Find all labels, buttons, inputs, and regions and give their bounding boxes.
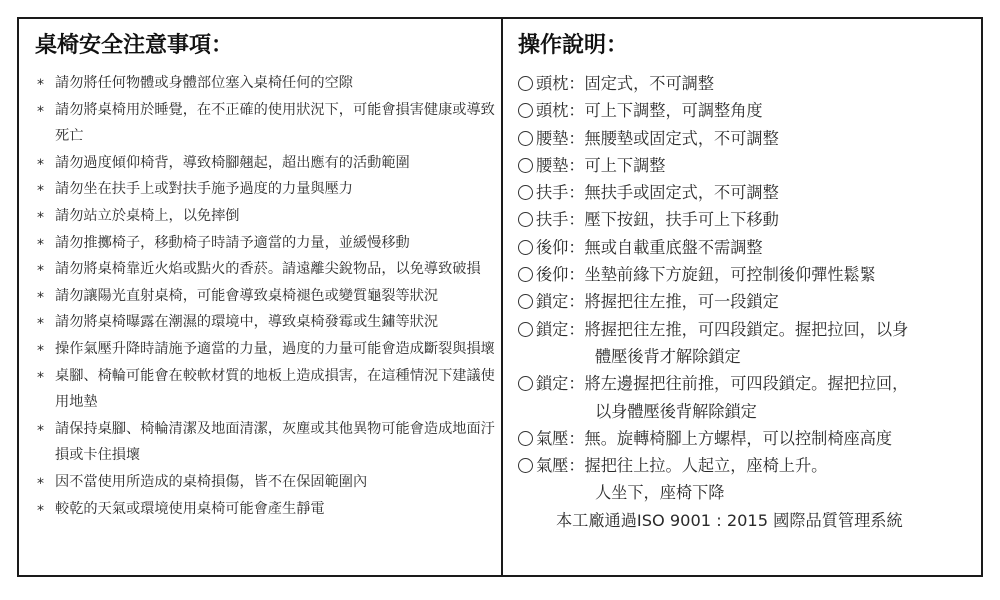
safety-note-text: 請勿過度傾仰椅背，導致椅腳翹起，超出應有的活動範圍 [55,154,410,171]
instruction-text: 後仰：坐墊前緣下方旋鈕，可控制後仰彈性鬆緊 [536,265,876,285]
safety-note-text: 請勿將桌椅靠近火焰或點火的香菸。請遠離尖銳物品，以免導致破損 [55,261,481,278]
instruction-text: 鎖定：將左邊握把往前推，可四段鎖定。握把拉回， [536,374,909,394]
instruction-item [518,288,978,315]
instruction-item [518,206,978,233]
bullet-asterisk: * [37,342,44,359]
safety-note-text: 操作氣壓升降時請施予適當的力量，過度的力量可能會造成斷裂與損壞 [55,340,495,357]
bullet-asterisk: * [37,475,44,492]
instruction-item [518,179,978,206]
circle-bullet-icon [518,212,533,227]
safety-note-item [35,336,497,363]
bullet-asterisk: * [37,209,44,226]
instruction-item [518,370,978,397]
safety-note-item [35,176,497,203]
safety-notes-list [35,70,497,522]
safety-notes-section [35,30,497,522]
bullet-asterisk: * [37,316,44,333]
bullet-asterisk: * [37,183,44,200]
circle-bullet-icon [518,294,533,309]
circle-bullet-icon [518,103,533,118]
circle-bullet-icon [518,431,533,446]
instruction-item [518,70,978,97]
instruction-continuation: 以身體壓後背解除鎖定 [595,401,757,421]
bullet-asterisk: * [37,422,44,439]
safety-note-item [35,469,497,496]
safety-note-item [35,256,497,283]
safety-note-text: 請勿讓陽光直射桌椅，可能會導致桌椅褪色或變質龜裂等狀況 [55,287,439,304]
safety-note-item [35,230,497,257]
circle-bullet-icon [518,76,533,91]
bullet-asterisk: * [37,263,44,280]
bullet-asterisk: * [37,289,44,306]
instructions-section [518,30,978,534]
safety-note-text: 請保持桌腳、椅輪清潔及地面清潔，灰塵或其他異物可能會造成地面汙損或卡住損壞 [55,420,495,464]
safety-notes-title: 桌椅安全注意事項： [35,33,234,58]
safety-note-item [35,283,497,310]
bullet-asterisk: * [37,156,44,173]
bullet-asterisk: * [37,236,44,253]
bullet-asterisk: * [37,77,44,93]
circle-bullet-icon [518,458,533,473]
safety-note-text: 請勿將桌椅曝露在潮濕的環境中，導致桌椅發霉或生鏽等狀況 [55,314,439,331]
circle-bullet-icon [518,131,533,146]
instruction-continuation: 體壓後背才解除鎖定 [595,346,741,366]
instruction-text: 氣壓：無。旋轉椅腳上方螺桿，可以控制椅座高度 [536,428,893,448]
safety-note-text: 請勿推擲椅子，移動椅子時請予適當的力量，並緩慢移動 [55,234,410,251]
circle-bullet-icon [518,185,533,200]
safety-note-item [35,150,497,177]
instruction-text: 頭枕：固定式，不可調整 [536,74,715,93]
circle-bullet-icon [518,158,533,173]
safety-note-text: 請勿將桌椅用於睡覺，在不正確的使用狀況下，可能會損害健康或導致死亡 [55,101,495,145]
instruction-text: 鎖定：將握把往左推，可四段鎖定。握把拉回，以身 [536,319,909,339]
instruction-item [518,97,978,124]
instruction-text: 扶手：壓下按鈕，扶手可上下移動 [536,210,779,230]
instruction-item [518,316,978,343]
safety-note-item [35,416,497,469]
instructions-list [518,70,978,534]
instruction-text: 鎖定：將握把往左推，可一段鎖定 [536,292,779,312]
safety-note-text: 因不當使用所造成的桌椅損傷，皆不在保固範圍內 [55,473,368,490]
column-divider [501,17,503,577]
instruction-item [518,261,978,288]
bullet-asterisk: * [37,502,44,519]
safety-note-text: 請勿將任何物體或身體部位塞入桌椅任何的空隙 [55,75,353,91]
instructions-title: 操作說明： [518,33,629,58]
iso-certification-note: 本工廠通過ISO 9001 : 2015 國際品質管理系統 [556,510,903,530]
safety-note-item [35,97,497,150]
safety-note-text: 桌腳、椅輪可能會在較軟材質的地板上造成損害，在這種情況下建議使用地墊 [55,367,495,411]
instruction-continuation: 人坐下，座椅下降 [595,483,725,503]
instruction-text: 頭枕：可上下調整，可調整角度 [536,101,763,121]
instruction-item [518,234,978,261]
bullet-asterisk: * [37,369,44,386]
safety-note-item [35,496,497,523]
instruction-text: 扶手：無扶手或固定式，不可調整 [536,183,779,203]
instruction-text: 後仰：無或自載重底盤不需調整 [536,237,763,257]
circle-bullet-icon [518,267,533,282]
instruction-item [518,452,978,479]
instruction-item [518,152,978,179]
bullet-asterisk: * [37,103,44,120]
instruction-item [518,425,978,452]
safety-note-text: 請勿站立於桌椅上，以免摔倒 [55,207,240,224]
safety-note-item [35,203,497,230]
circle-bullet-icon [518,240,533,255]
circle-bullet-icon [518,322,533,337]
instruction-item [518,125,978,152]
safety-note-text: 較乾的天氣或環境使用桌椅可能會產生靜電 [55,500,325,517]
safety-note-item [35,309,497,336]
safety-note-item [35,70,497,97]
safety-note-text: 請勿坐在扶手上或對扶手施予過度的力量與壓力 [55,181,353,198]
instruction-text: 氣壓：握把往上拉。人起立，座椅上升。 [536,456,828,476]
circle-bullet-icon [518,376,533,391]
instruction-text: 腰墊：無腰墊或固定式，不可調整 [536,128,779,148]
safety-note-item [35,363,497,416]
instruction-text: 腰墊：可上下調整 [536,155,666,175]
